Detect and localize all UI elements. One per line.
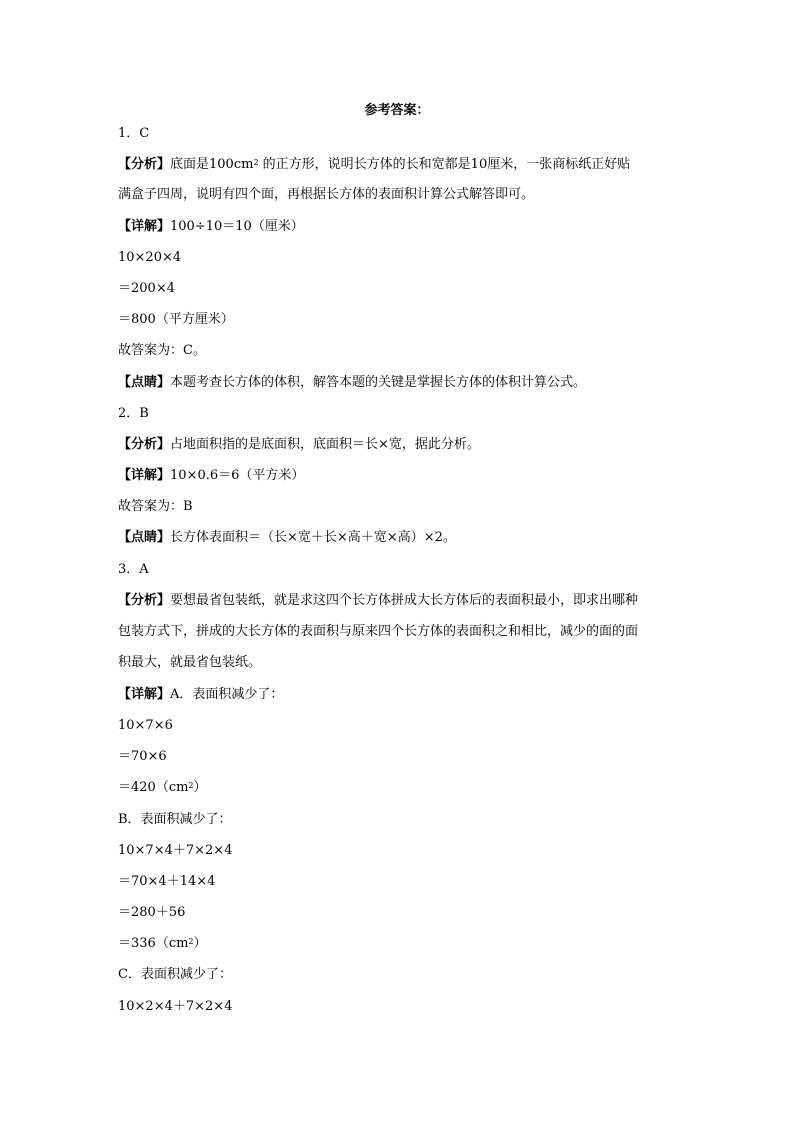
q1-detail-text: 100÷10＝10（厘米） <box>170 219 304 234</box>
q3-calc-c1: 10×2×4＋7×2×4 <box>118 999 233 1014</box>
q1-analysis-sup: 2 <box>253 158 259 167</box>
q3-result1-close: ） <box>193 780 207 795</box>
comment-tag: 【点睛】 <box>118 375 171 390</box>
q1-answer: 1．C <box>118 126 150 141</box>
q1-calc-1: 10×20×4 <box>118 250 182 265</box>
q1-calc-3: ＝800（平方厘米） <box>118 312 234 327</box>
q3-answer: 3．A <box>118 562 149 577</box>
detail-tag: 【详解】 <box>118 219 171 234</box>
q3-calc-a1: 10×7×6 <box>118 718 173 733</box>
q1-detail <box>118 218 304 236</box>
q3-calc-b3: ＝280＋56 <box>118 905 186 920</box>
q3-calc-b4 <box>118 935 207 953</box>
q3-analysis <box>118 592 638 610</box>
q1-conclusion: 故答案为：C。 <box>118 343 206 358</box>
q3-analysis-cont-1: 包装方式下，拼成的大长方体的表面积与原来四个长方体的表面积之和相比，减少的面的面 <box>118 624 639 639</box>
q1-calc-2: ＝200×4 <box>118 281 175 296</box>
q3-calc-b1: 10×7×4＋7×2×4 <box>118 843 233 858</box>
q3-analysis-text: 要想最省包装纸，就是求这四个长方体拼成大长方体后的表面积最小，即求出哪种 <box>170 593 639 608</box>
q2-analysis-text: 占地面积指的是底面积，底面积＝长×宽，据此分析。 <box>170 437 480 452</box>
analysis-tag: 【分析】 <box>118 157 171 172</box>
q3-detail-text: A．表面积减少了： <box>170 687 284 702</box>
page-title: 参考答案： <box>364 103 430 118</box>
q2-analysis <box>118 436 480 454</box>
q1-analysis-text-a: 底面是100cm <box>170 157 254 172</box>
q3-result2-close: ） <box>193 936 207 951</box>
q2-answer: 2．B <box>118 406 149 421</box>
q1-comment-text: 本题考查长方体的体积，解答本题的关键是掌握长方体的体积计算公式。 <box>170 375 587 390</box>
q3-detail <box>118 686 283 704</box>
q2-detail-text: 10×0.6＝6（平方米） <box>170 468 305 483</box>
q2-detail <box>118 467 304 485</box>
detail-tag: 【详解】 <box>118 687 171 702</box>
q3-result1-sup: 2 <box>188 781 194 790</box>
q1-comment <box>118 374 586 392</box>
analysis-tag: 【分析】 <box>118 437 171 452</box>
q3-option-b: B．表面积减少了： <box>118 812 232 827</box>
detail-tag: 【详解】 <box>118 468 171 483</box>
q3-calc-b2: ＝70×4＋14×4 <box>118 874 216 889</box>
q1-analysis-cont: 满盒子四周，说明有四个面，再根据长方体的表面积计算公式解答即可。 <box>118 187 535 202</box>
q1-analysis <box>118 156 630 174</box>
q3-calc-a2: ＝70×6 <box>118 749 167 764</box>
q3-calc-a3 <box>118 779 207 797</box>
q1-analysis-text-b: 的正方形，说明长方体的长和宽都是10厘米，一张商标纸正好贴 <box>262 157 631 172</box>
q3-result2-sup: 2 <box>188 937 194 946</box>
q3-result1-text: ＝420（cm <box>118 780 189 795</box>
q3-option-c: C．表面积减少了： <box>118 967 232 982</box>
q2-comment-text: 长方体表面积＝（长×宽＋长×高＋宽×高）×2。 <box>170 530 456 545</box>
analysis-tag: 【分析】 <box>118 593 171 608</box>
q3-result2-text: ＝336（cm <box>118 936 189 951</box>
q3-analysis-cont-2: 积最大，就最省包装纸。 <box>118 655 262 670</box>
comment-tag: 【点睛】 <box>118 530 171 545</box>
q2-comment <box>118 529 456 547</box>
q2-conclusion: 故答案为：B <box>118 499 193 514</box>
